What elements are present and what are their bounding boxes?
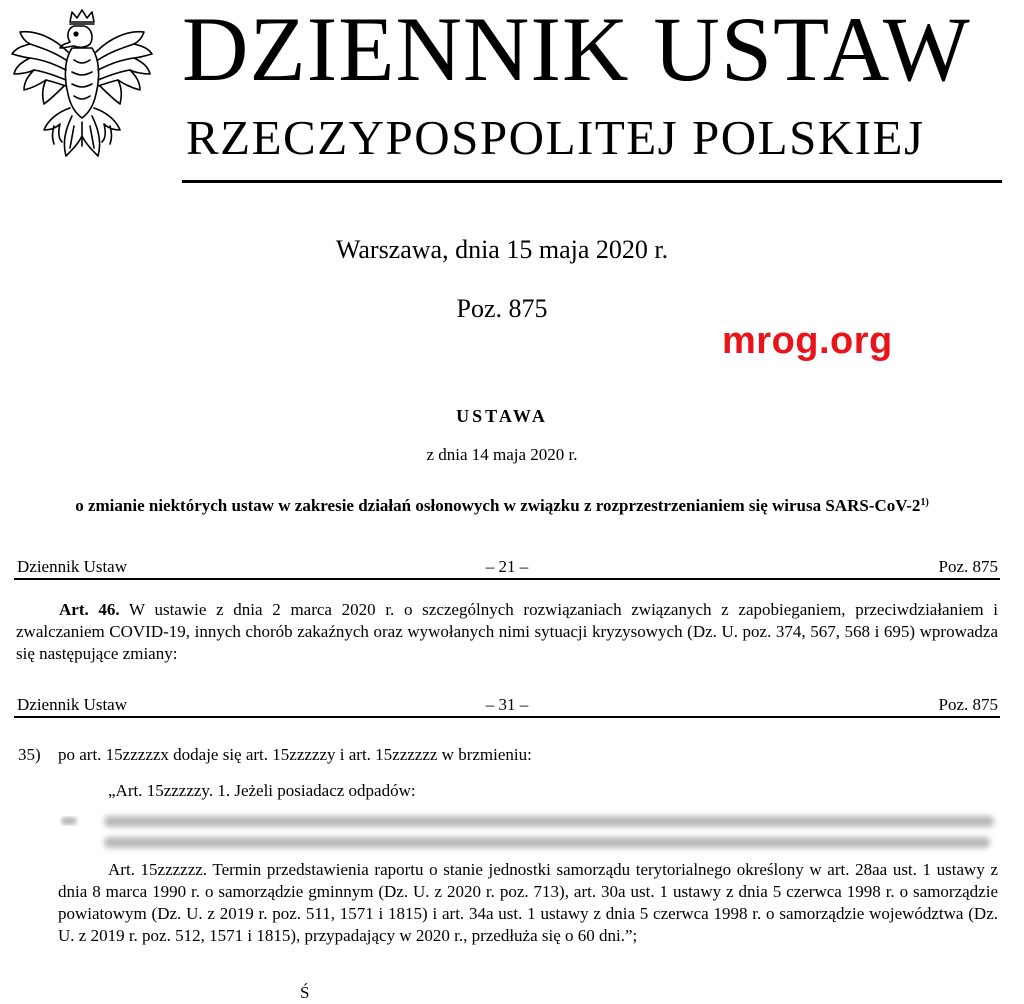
masthead-rule: [182, 180, 1002, 183]
article-46-label: Art. 46.: [59, 600, 120, 619]
redacted-text-block: [104, 812, 998, 852]
article-46-paragraph: [16, 599, 998, 665]
running-header-journal: Dziennik Ustaw: [17, 695, 128, 714]
redacted-line: [104, 816, 994, 827]
list-item-text: po art. 15zzzzzx dodaje się art. 15zzzzzy i art. 15zzzzzz w brzmieniu:: [58, 745, 532, 764]
masthead-title: DZIENNIK USTAW: [182, 0, 971, 100]
article-46-text: W ustawie z dnia 2 marca 2020 r. o szczególnych rozwiązaniach związanych z zapobieganiem, przeciwdziałaniem i zwalczaniem COVID-19, innych chorób zakaźnych oraz wywołanych nimi sytuacji kryzysowych (Dz. U. poz. 374, 567, 568 i 695) wprowadza się następujące zmiany:: [16, 600, 999, 663]
act-subject: [40, 491, 964, 517]
running-header-position: Poz. 875: [938, 695, 998, 714]
running-header-page: – 31 –: [485, 695, 529, 714]
polish-eagle-icon: [8, 8, 156, 168]
running-header-journal: Dziennik Ustaw: [17, 557, 128, 576]
running-header-rule: [14, 578, 1000, 580]
running-header: [14, 694, 1000, 716]
quoted-article-start: „Art. 15zzzzzy. 1. Jeżeli posiadacz odpadów:: [108, 781, 416, 800]
article-15zzzzzz-paragraph: Art. 15zzzzzz. Termin przedstawienia raportu o stanie jednostki samorządu terytorialnego określony w art. 28aa ust. 1 ustawy z dnia 8 marca 1990 r. o samorządzie gminnym (Dz. U. z 2020 r. poz. 713), art. 30a ust. 1 ustawy z dnia 5 czerwca 1998 r. o samorządzie powiatowym (Dz. U. z 2019 r. poz. 511, 1571 i 1815) i art. 34a ust. 1 ustawy z dnia 5 czerwca 1998 r. o samorządzie województwa (Dz. U. z 2019 r. poz. 512, 1571 i 1815), przypadający w 2020 r., przedłuża się o 60 dni.”;: [58, 860, 998, 945]
redacted-line: [104, 837, 990, 848]
act-date: z dnia 14 maja 2020 r.: [426, 445, 578, 464]
running-header-rule: [14, 716, 1000, 718]
running-header-position: Poz. 875: [938, 557, 998, 576]
act-subject-text: o zmianie niektórych ustaw w zakresie działań osłonowych w związku z rozprzestrzenianiem się wirusa SARS-CoV-2: [75, 496, 921, 515]
running-header: [14, 556, 1000, 578]
footnote-mark: 1): [920, 497, 929, 508]
publication-date: Warszawa, dnia 15 maja 2020 r.: [335, 235, 669, 264]
publication-position: Poz. 875: [456, 294, 548, 323]
list-item-number: 35): [18, 745, 41, 764]
redacted-number: [60, 814, 80, 828]
cut-off-text: Ś: [300, 983, 310, 1002]
masthead-subtitle: RZECZYPOSPOLITEJ POLSKIEJ: [186, 110, 925, 165]
running-header-page: – 21 –: [485, 557, 529, 576]
act-type-heading: USTAWA: [456, 406, 548, 426]
watermark-text: mrog.org: [722, 320, 893, 362]
